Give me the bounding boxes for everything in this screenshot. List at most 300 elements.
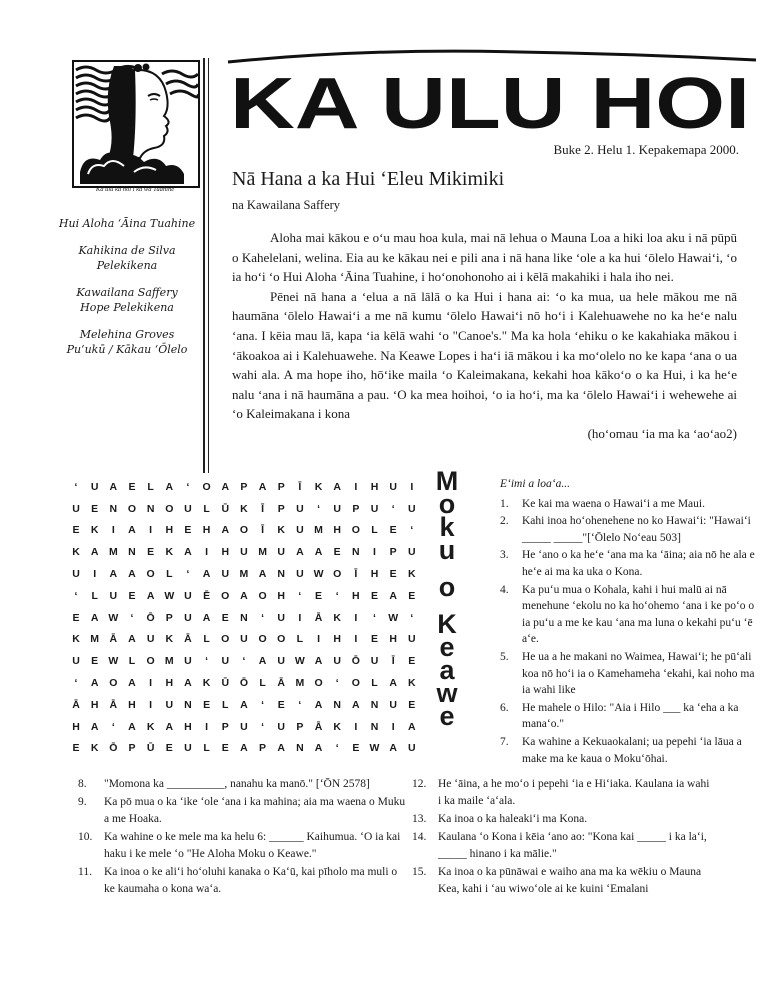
grid-letter: I [317, 633, 320, 646]
grid-row [68, 498, 420, 520]
clue-number: 5. [500, 650, 509, 663]
grid-letter: U [370, 502, 379, 515]
grid-letter: K [240, 502, 248, 515]
clue-item [500, 649, 762, 699]
grid-letter: H [333, 633, 341, 646]
grid-letter: E [91, 502, 99, 515]
grid-letter: O [165, 502, 174, 515]
clues-column-right [500, 476, 762, 768]
grid-letter: Ī [354, 568, 358, 581]
grid-letter: A [128, 720, 136, 733]
article-paragraph: Pēnei nā hana a ʻelua a nā lālā o ka Hui i hana ai: ʻo ka mua, ua hele mākou me nā haumāna ʻōlelo Hawaiʻi a me nā kumu ʻōlelo Hawaiʻi nō hoʻi i Kalehuawehe no ka heʻe nalu ʻana. I kēia mau lā, kapa ʻia kēlā wahi ʻo "Canoe's." Ma ka hola ʻehiku o ke kakahiaka mākou i ʻākoakoa ai i Kalehuawehe. Na Keawe Lopes i haʻi iā mākou i ka moʻolelo no ke kapa ʻana o ua wahi ala. A ma hope iho, hōʻike maila ʻo Kaleimakana, kekahi hoa kākoʻo o ka Hui, i ka heʻe nalu ʻana i nā haumāna a pau. ʻO ka mea hoihoi, ʻo ia hoʻi, ma ka ʻōlelo Hawaiʻi i wehewehe ai ʻo Kaleimakana i kona [232, 288, 737, 422]
grid-letter: U [72, 568, 80, 581]
logo-caption: Ka ulu ka hoi i ka wa Tuahine [95, 186, 175, 193]
grid-row [68, 563, 420, 585]
grid-letter: U [184, 655, 192, 668]
grid-letter: A [314, 698, 323, 711]
grid-letter: A [258, 655, 267, 668]
sidebar-item-org [52, 216, 202, 231]
grid-letter: ʻ [410, 524, 414, 537]
grid-letter: N [370, 720, 379, 733]
grid-letter: A [109, 568, 118, 581]
clue-text: "Momona ka __________, nanahu ka manō." [ʻŌN 2578] [104, 778, 370, 790]
grid-letter: E [277, 698, 285, 711]
clue-number: 12. [412, 778, 427, 790]
grid-letter: I [111, 524, 115, 537]
grid-letter: N [128, 546, 136, 559]
clue-text: Ka pō mua o ka ʻike ʻole ʻana i ka mahina; aia ma waena o Muku a me Hoaka. [104, 796, 406, 825]
title-letter: o [438, 572, 456, 602]
grid-letter: A [314, 655, 323, 668]
grid-letter: Ā [72, 698, 80, 711]
grid-letter: Ā [184, 633, 192, 646]
grid-letter: A [90, 546, 99, 559]
grid-letter: ʻ [186, 480, 190, 493]
grid-letter: K [408, 568, 416, 581]
grid-letter: A [258, 568, 267, 581]
grid-letter: A [184, 677, 192, 690]
grid-letter: A [146, 589, 155, 602]
grid-letter: E [91, 655, 99, 668]
grid-letter: A [128, 524, 136, 537]
grid-letter: ʻ [261, 720, 265, 733]
grid-letter: E [333, 546, 341, 559]
grid-letter: K [314, 480, 323, 493]
grid-letter: A [165, 720, 174, 733]
grid-letter: H [165, 524, 174, 537]
grid-letter: U [240, 633, 248, 646]
grid-letter: ʻ [186, 568, 190, 581]
grid-letter: E [72, 611, 80, 624]
grid-letter: L [128, 655, 136, 668]
grid-letter: O [351, 677, 360, 690]
grid-letter: O [109, 677, 118, 690]
grid-letter: H [184, 720, 192, 733]
clue-number: 10. [78, 831, 93, 843]
grid-letter: P [277, 480, 285, 493]
grid-letter: H [165, 677, 174, 690]
officer-role: Hope Pelekikena [80, 301, 174, 314]
grid-letter: H [277, 589, 286, 602]
title-letter: e [439, 701, 455, 731]
grid-letter: P [128, 742, 136, 755]
grid-letter: L [91, 589, 98, 602]
grid-letter: ʻ [391, 502, 395, 515]
grid-letter: Ā [314, 611, 323, 624]
grid-letter: Ū [221, 677, 230, 690]
grid-letter: N [240, 611, 248, 624]
issue-info: Buke 2. Helu 1. Kepakemapa 2000. [553, 142, 739, 157]
grid-letter: A [90, 611, 99, 624]
grid-letter: O [277, 633, 286, 646]
grid-letter: ʻ [111, 720, 115, 733]
grid-letter: E [184, 524, 192, 537]
grid-letter: O [127, 502, 137, 515]
clues-column-bottom-right [412, 776, 712, 899]
clue-text: Ka wahine a Kekuaokalani; ua pepehi ʻia lāua a make ma ke kaua o Mokuʻōhai. [522, 735, 742, 765]
clue-number: 7. [500, 735, 509, 748]
grid-letter: Ā [277, 677, 286, 690]
grid-letter: Ī [298, 480, 302, 493]
article-title: Nā Hana a ka Hui ʻEleu Mikimiki [232, 168, 505, 190]
title-letter: e [439, 632, 455, 662]
grid-letter: U [408, 633, 416, 646]
grid-letter: H [370, 568, 379, 581]
grid-letter: U [408, 502, 416, 515]
grid-letter: U [389, 698, 397, 711]
grid-letter: A [240, 698, 248, 711]
grid-letter: E [72, 524, 80, 537]
grid-letter: O [258, 589, 267, 602]
grid-letter: I [93, 568, 97, 581]
grid-letter: Ī [391, 655, 395, 668]
grid-letter: O [351, 524, 360, 537]
grid-letter: N [277, 568, 286, 581]
clue-item [78, 864, 408, 898]
grid-letter: W [369, 742, 380, 755]
grid-letter: E [370, 633, 378, 646]
grid-letter: M [258, 546, 267, 559]
grid-row [68, 629, 420, 651]
officer-role: Pelekikena [96, 259, 158, 272]
grid-letter: L [166, 568, 173, 581]
grid-letter: A [296, 546, 304, 559]
masthead-title: KA ULU HOI [230, 64, 750, 140]
grid-letter: U [72, 655, 80, 668]
grid-letter: I [205, 546, 209, 559]
grid-letter: M [239, 568, 249, 581]
grid-letter: W [313, 568, 324, 581]
grid-letter: A [165, 480, 174, 493]
grid-letter: U [90, 480, 99, 493]
grid-letter: H [333, 524, 341, 537]
grid-letter: E [408, 655, 416, 668]
grid-letter: ʻ [74, 480, 78, 493]
grid-letter: L [371, 524, 378, 537]
grid-row [68, 716, 420, 738]
grid-letter: Ā [314, 720, 323, 733]
clue-item [78, 829, 408, 863]
grid-letter: K [333, 611, 341, 624]
grid-letter: U [296, 524, 304, 537]
clue-item [500, 547, 762, 580]
grid-letter: Ū [146, 742, 155, 755]
sidebar-item-treasurer [52, 327, 202, 357]
grid-letter: W [294, 655, 305, 668]
grid-letter: E [128, 480, 136, 493]
grid-letter: ʻ [261, 698, 265, 711]
grid-row [68, 476, 420, 498]
grid-letter: Ā [109, 698, 118, 711]
grid-letter: I [391, 720, 395, 733]
grid-letter: A [184, 546, 192, 559]
grid-letter: W [108, 611, 119, 624]
grid-row [68, 650, 420, 672]
grid-letter: A [408, 720, 416, 733]
clue-number: 9. [78, 796, 87, 808]
grid-letter: H [221, 546, 230, 559]
grid-letter: A [221, 480, 230, 493]
grid-letter: A [240, 742, 248, 755]
grid-letter: I [354, 720, 358, 733]
grid-letter: A [389, 589, 397, 602]
grid-letter: ʻ [261, 611, 265, 624]
grid-letter: I [149, 677, 153, 690]
grid-letter: N [184, 698, 192, 711]
grid-letter: I [354, 611, 358, 624]
clue-text: Ka puʻu mua o Kohala, kahi i hui malū ai nā menehune ʻekolu no ka hoʻohemo ʻana i ke poʻo o ia puʻu a me ke kau ʻana ma luna o kekahi puʻu ʻē aʻe. [522, 583, 755, 646]
grid-letter: O [314, 677, 323, 690]
grid-letter: A [202, 568, 211, 581]
grid-row [68, 694, 420, 716]
grid-letter: U [389, 480, 397, 493]
grid-letter: ʻ [74, 589, 78, 602]
clue-text: He ua a he makani no Waimea, Hawaiʻi; he pūʻali koa nō hoʻi ia o Kamehameha ʻekahi, kai noho ma ia wahi like [522, 650, 755, 697]
grid-letter: L [371, 677, 378, 690]
grid-letter: O [221, 589, 230, 602]
grid-letter: ʻ [335, 742, 339, 755]
article-byline: na Kawailana Saffery [232, 198, 341, 212]
clue-text: Ka inoa o ka pūnāwai e waiho ana ma ka wēkiu o Mauna Kea, kahi i ʻau wiwoʻole ai ke kuini ʻEmalani [438, 866, 702, 895]
grid-letter: P [277, 502, 285, 515]
grid-letter: U [277, 611, 286, 624]
hui-logo [72, 60, 200, 188]
grid-letter: U [146, 633, 155, 646]
officer-list [52, 216, 202, 369]
grid-letter: ʻ [298, 589, 302, 602]
grid-letter: I [149, 524, 153, 537]
clue-number: 14. [412, 831, 427, 843]
grid-letter: I [410, 480, 414, 493]
grid-letter: U [333, 655, 341, 668]
grid-letter: Ī [261, 502, 265, 515]
grid-letter: E [203, 698, 211, 711]
clue-number: 8. [78, 778, 87, 790]
grid-letter: U [296, 502, 304, 515]
grid-letter: E [128, 589, 136, 602]
grid-letter: M [108, 546, 118, 559]
article-body [232, 228, 737, 444]
grid-letter: H [352, 589, 360, 602]
grid-letter: E [408, 698, 416, 711]
grid-letter: ʻ [74, 677, 78, 690]
column-divider-thin [208, 58, 209, 473]
grid-letter: A [389, 677, 397, 690]
clue-item [500, 513, 762, 546]
grid-letter: I [354, 633, 358, 646]
grid-letter: L [203, 502, 210, 515]
grid-letter: H [370, 480, 379, 493]
grid-letter: M [164, 655, 174, 668]
grid-letter: U [408, 742, 416, 755]
grid-letter: A [258, 480, 267, 493]
grid-letter: U [277, 655, 286, 668]
grid-letter: L [203, 742, 210, 755]
grid-letter: ʻ [317, 502, 320, 515]
masthead [220, 40, 760, 140]
grid-letter: U [109, 589, 118, 602]
grid-letter: O [221, 633, 230, 646]
clue-text: Kaulana ʻo Kona i kēia ʻano ao: "Kona kai _____ i ka laʻi, _____ hinano i ka mālie." [438, 831, 707, 860]
clue-item [500, 734, 762, 767]
grid-letter: U [165, 698, 174, 711]
grid-letter: ʻ [335, 677, 339, 690]
title-letter: o [438, 489, 456, 519]
sidebar-item-president [52, 243, 202, 273]
grid-letter: I [205, 720, 209, 733]
clue-text: Ka inoa o ke aliʻi hoʻoluhi kanaka o Kaʻū, kai pīholo ma muli o ke kaumaha o kona waʻa. [104, 866, 398, 895]
grid-letter: A [90, 677, 99, 690]
clue-number: 13. [412, 813, 427, 825]
title-letter: k [439, 512, 455, 542]
grid-letter: N [352, 546, 360, 559]
title-letter: K [437, 609, 457, 639]
clue-text: Kahi inoa hoʻohenehene no ko Hawaiʻi: "Hawaiʻi _____ _____"[ʻŌlelo Noʻeau 503] [522, 515, 751, 544]
grid-letter: E [221, 611, 229, 624]
officer-name: Kahikina de Silva [78, 244, 176, 257]
grid-letter: O [258, 633, 267, 646]
clue-text: He ʻāina, a he moʻo i pepehi ʻia e Hiʻiaka. Kaulana ia wahi i ka maile ʻaʻala. [438, 778, 710, 807]
grid-letter: U [184, 611, 192, 624]
grid-letter: M [314, 524, 323, 537]
grid-letter: ʻ [335, 589, 339, 602]
grid-letter: K [72, 546, 80, 559]
grid-letter: K [277, 524, 286, 537]
grid-letter: E [389, 524, 397, 537]
grid-letter: K [146, 720, 155, 733]
clue-number: 2. [500, 515, 509, 528]
grid-letter: E [147, 546, 155, 559]
grid-letter: E [352, 742, 360, 755]
grid-letter: A [333, 480, 341, 493]
grid-letter: H [72, 720, 80, 733]
grid-letter: A [277, 742, 286, 755]
grid-letter: W [108, 655, 119, 668]
grid-letter: I [373, 546, 376, 559]
grid-row [68, 585, 420, 607]
masthead-logotype [220, 40, 760, 140]
clues-column-bottom-left [78, 776, 408, 899]
grid-letter: N [296, 742, 304, 755]
grid-letter: E [370, 589, 378, 602]
clue-number: 4. [500, 583, 509, 596]
grid-letter: I [354, 480, 358, 493]
grid-letter: ʻ [130, 611, 134, 624]
grid-letter: E [389, 568, 397, 581]
title-letter: u [438, 535, 456, 565]
grid-letter: ʻ [298, 698, 302, 711]
grid-letter: E [165, 742, 173, 755]
grid-letter: P [259, 742, 267, 755]
clue-item [500, 496, 762, 513]
org-name: Hui Aloha ʻĀina Tuahine [58, 217, 196, 230]
clues-heading: Eʻimi a loaʻa... [500, 478, 570, 490]
grid-letter: U [221, 655, 230, 668]
grid-letter: U [221, 568, 230, 581]
grid-letter: L [147, 480, 154, 493]
grid-letter: M [90, 633, 100, 646]
clue-text: Ke kai ma waena o Hawaiʻi a me Maui. [522, 497, 705, 510]
grid-letter: O [239, 524, 248, 537]
grid-row [68, 738, 420, 760]
grid-letter: Ō [146, 611, 155, 624]
clue-item [412, 829, 712, 863]
clue-text: Ka wahine o ke mele ma ka helu 6: ______ Kaihumua. ʻO ia kai haku i ke mele ʻo "He Aloha Moku o Keawe." [104, 831, 401, 860]
grid-letter: N [370, 698, 379, 711]
column-divider [203, 58, 205, 473]
grid-row [68, 541, 420, 563]
title-letter: w [436, 678, 458, 708]
word-search-grid [68, 476, 420, 759]
officer-role: Puʻukū / Kākau ʻŌlelo [66, 343, 188, 356]
clue-item [412, 864, 712, 898]
grid-letter: Ū [221, 502, 230, 515]
grid-letter: Ā [109, 633, 118, 646]
grid-letter: N [109, 502, 118, 515]
continued-note: (hoʻomau ʻia ma ka ʻaoʻao2) [587, 425, 737, 441]
grid-letter: U [370, 655, 379, 668]
title-letter: a [439, 655, 455, 685]
title-letter: M [435, 466, 459, 496]
grid-letter: P [165, 611, 173, 624]
grid-letter: Ō [239, 677, 248, 690]
grid-letter: L [259, 677, 266, 690]
grid-letter: U [277, 546, 286, 559]
grid-letter: Ō [351, 655, 360, 668]
grid-letter: O [146, 655, 155, 668]
wahine-logo-icon [74, 62, 198, 186]
clue-item [500, 582, 762, 648]
grid-letter: P [389, 546, 397, 559]
word-search-title [425, 466, 469, 731]
grid-letter: K [72, 633, 80, 646]
clue-number: 3. [500, 549, 509, 562]
clue-text: He mahele o Hilo: "Aia i Hilo ___ ka ʻeha a ka manaʻo." [522, 701, 739, 731]
grid-letter: U [240, 720, 248, 733]
clue-number: 6. [500, 701, 509, 714]
grid-letter: U [408, 546, 416, 559]
officer-name: Melehina Groves [79, 328, 175, 341]
grid-letter: A [202, 611, 211, 624]
grid-row [68, 672, 420, 694]
grid-letter: A [314, 546, 323, 559]
clue-text: He ʻano o ka heʻe ʻana ma ka ʻāina; aia nō he ala e heʻe ai ma ka uka o Kona. [522, 549, 755, 578]
grid-letter: K [165, 633, 174, 646]
grid-letter: P [240, 480, 248, 493]
grid-letter: U [240, 546, 248, 559]
grid-letter: P [296, 720, 304, 733]
grid-letter: N [146, 502, 155, 515]
grid-letter: Ē [203, 589, 211, 602]
grid-letter: Ō [109, 742, 118, 755]
grid-letter: ʻ [410, 611, 414, 624]
clue-item [412, 776, 712, 810]
grid-letter: K [90, 524, 99, 537]
grid-letter: O [333, 568, 342, 581]
grid-letter: P [352, 502, 360, 515]
grid-letter: A [128, 568, 136, 581]
grid-letter: Ī [261, 524, 265, 537]
grid-letter: H [202, 524, 211, 537]
grid-letter: H [389, 633, 397, 646]
clue-text: Ka inoa o ka haleakiʻi ma Kona. [438, 813, 588, 825]
officer-name: Kawailana Saffery [76, 286, 178, 299]
grid-letter: A [128, 633, 136, 646]
grid-letter: ʻ [205, 655, 209, 668]
grid-letter: A [352, 698, 360, 711]
grid-letter: U [296, 568, 304, 581]
grid-letter: A [389, 742, 397, 755]
